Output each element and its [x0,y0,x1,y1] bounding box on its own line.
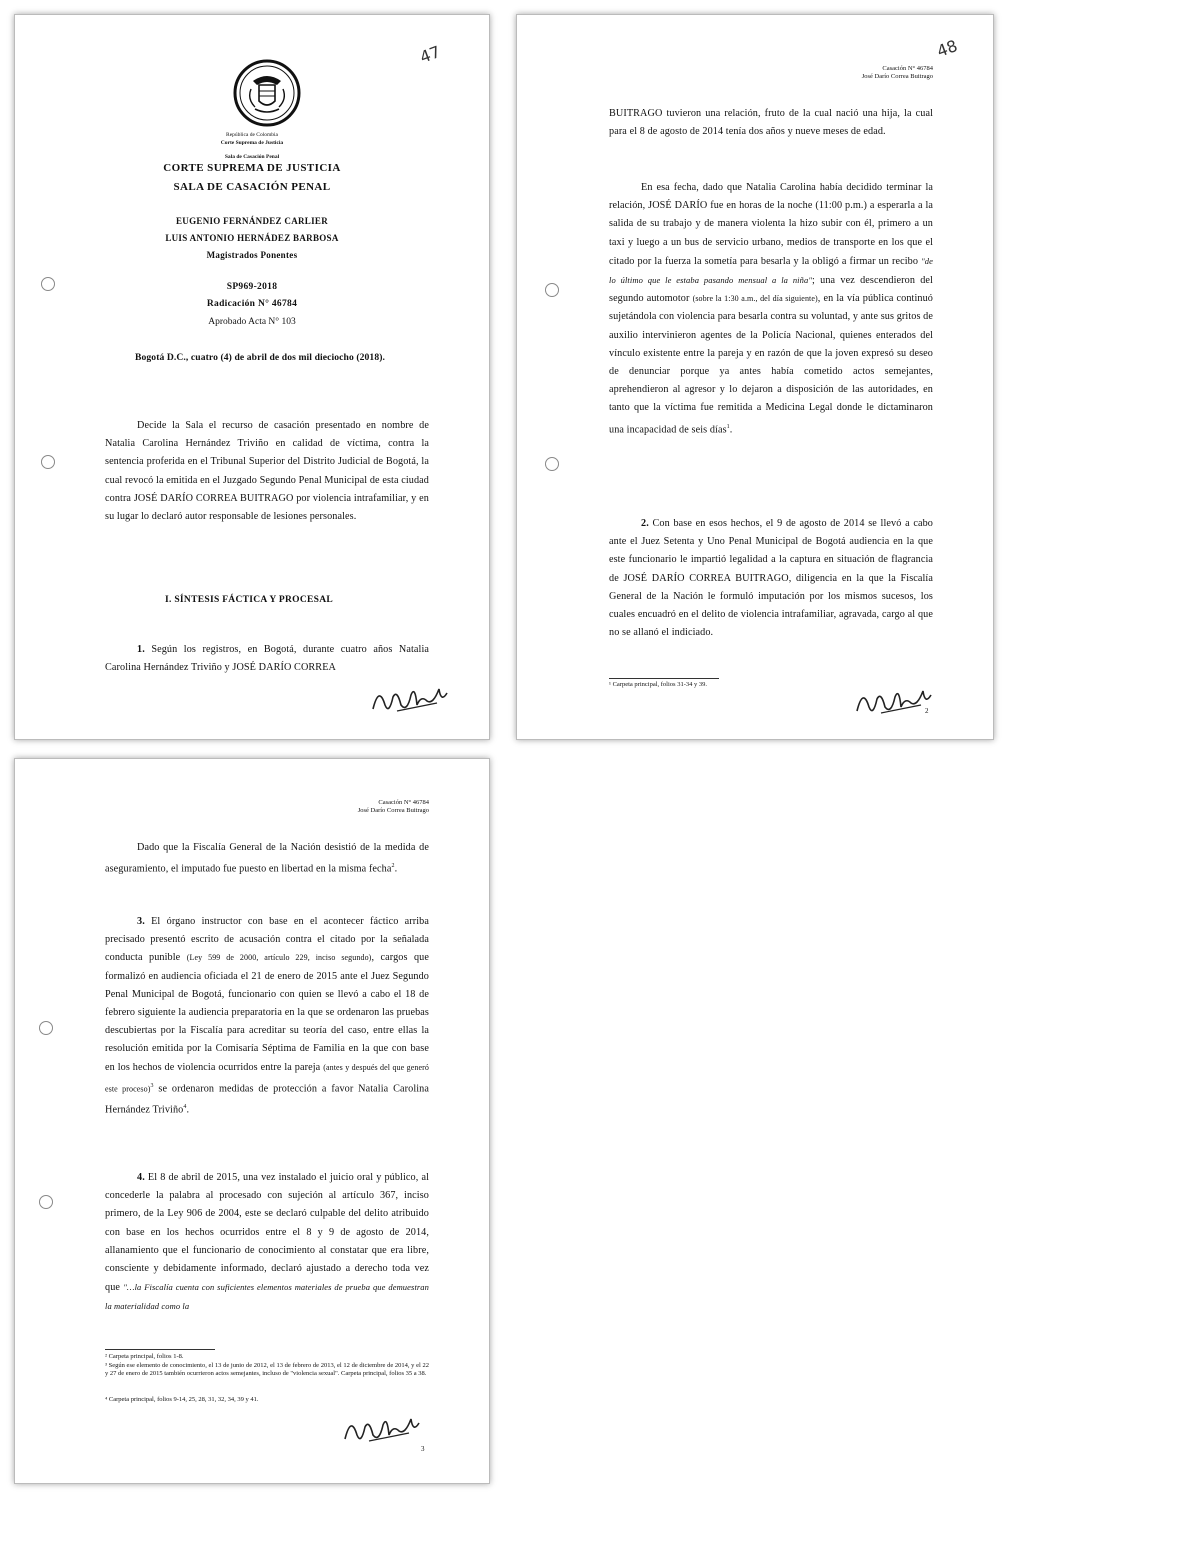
parenthetical-text: (sobre la 1:30 a.m., del día siguiente) [692,294,818,304]
paragraph-text: El órgano instructor con base en el acontecer fáctico arriba precisado presentó escrito de acusación contra el citado por la señalada conducta punible [105,916,429,964]
paragraph-text: ; una vez descendieron del segundo automotor [609,275,933,305]
radicacion-number: Radicación N° 46784 [206,299,298,309]
footnote-divider [105,1349,215,1350]
paragraph-number: 2. [641,518,649,529]
emblem-caption-court: Corte Suprema de Justicia [220,140,284,146]
court-name: CORTE SUPREMA DE JUSTICIA [163,162,341,174]
paragraph-text: En esa fecha, dado que Natalia Carolina había decidido terminar la relación, JOSÉ DARÍO fue en horas de la noche (11:00 p.m.) a esperarla a la salida de su trabajo y de manera violenta la hizo subir con él, primero a un taxi y luego a un bus de servicio urbano, medios de transporte en los que el citado por la fuerza la sometía para besarla y la obligó a firmar un recibo [609,182,933,267]
paragraph-number: 3. [137,916,145,927]
document-page-2 [516,14,994,740]
paragraph-text: , en la vía pública continuó sujetándola con violencia para besarla contra su voluntad, y ante sus gritos de auxilio intervinieron agentes de la Policía Nacional, quienes enterados del vínculo existente entre la pareja y en razón de que la joven expresó su deseo de denunciar porque ya antes había cometido actos semejantes, aprehendieron al agresor y lo dejaron a disposición de las autoridades, en tanto que la víctima fue remitida a Medicina Legal donde le dictaminaron una incapacidad de seis días [609,293,933,436]
running-header [862,65,933,81]
handwritten-folio-number: 47 [417,42,443,67]
magistrates-label: Magistrados Ponentes [206,250,298,260]
signature-image [339,1405,425,1449]
paragraph-number: 1. [137,644,145,655]
running-header-name: José Darío Correa Buitrago [357,807,429,814]
footnote-ref: 1 [726,423,730,430]
footnote-3: ³ Según ese elemento de conocimiento, el 13 de junio de 2012, el 13 de febrero de 2013, el 12 de diciembre de 2014, y el 22 y 27 de enero de 2015 también ocurrieron actos semejantes, incluso de "violencia sexual". Carpeta principal, folios 35 a 38. [105,1362,429,1377]
paragraph-text: El 8 de abril de 2015, una vez instalado el juicio oral y público, al concederle la palabra al procesado con sujeción al artículo 367, inciso primero, de la Ley 906 de 2004, este se declaró culpable del delito atribuido con base en los hechos ocurridos entre el 8 y 9 de agosto de 2014, allanamiento que el funcionario de conocimiento al constatar que era libre, consciente y debidamente informado, declaró ajustado a derecho toda vez que [105,1172,429,1294]
section-title: I. SÍNTESIS FÁCTICA Y PROCESAL [165,595,333,605]
emblem-caption-chamber: Sala de Casación Penal [224,154,280,160]
emblem-caption-republic: República de Colombia [226,132,278,138]
paragraph-2 [609,515,933,642]
paragraph-facts: En esa fecha, dado que Natalia Carolina había decidido terminar la relación, JOSÉ DARÍO fue en horas de la noche (11:00 p.m.) a esperarla a la salida de su trabajo y de manera violenta la hizo subir con él, primero a un taxi y luego a un bus de servicio urbano, medios de transporte en los que el citado por la fuerza la sometía para besarla y la obligó a firmar un recibo "de lo último que le estaba pasando mensual a la niña"; una vez descendieron del segundo automotor (sobre la 1:30 a.m., del día siguiente), en la vía pública continuó sujetándola con violencia para besarla contra su voluntad, y ante sus gritos de auxilio intervinieron agentes de la Policía Nacional, quienes enterados del vínculo existente entre la pareja y en razón de que la joven expresó su deseo de denunciar porque ya antes había cometido actos semejantes, aprehendieron al agresor y lo dejaron a disposición de las autoridades, en tanto que la víctima fue remitida a Medicina Legal donde le dictaminaron una incapacidad de seis días$^1$. [609,182,933,436]
punch-hole [39,1195,53,1209]
magistrate-name: EUGENIO FERNÁNDEZ CARLIER [175,216,329,226]
punch-hole [545,283,559,297]
paragraph-release: Dado que la Fiscalía General de la Nación desistió de la medida de aseguramiento, el imputado fue puesto en libertad en la misma fecha$^2$. [105,842,429,875]
footnote-ref: 4 [183,1104,187,1111]
paragraph-text: se ordenaron medidas de protección a favor Natalia Carolina Hernández Triviño [105,1083,429,1116]
signature-image [367,675,453,719]
intro-text: Decide la Sala el recurso de casación presentado en nombre de Natalia Carolina Hernández Triviño en calidad de víctima, contra la sentencia proferida en el Tribunal Superior del Distrito Judicial de Bogotá, la cual revocó la emitida en el Juzgado Segundo Penal Municipal de esta ciudad contra JOSÉ DARÍO CORREA BUITRAGO por violencia intrafamiliar, y en su lugar lo declaró autor responsable de lesiones personales. [105,420,429,523]
sentence-number: SP969-2018 [226,282,278,292]
parenthetical-text: (antes y después del que generó este proceso) [105,1062,429,1094]
running-header-case: Casación N° 46784 [378,799,429,806]
paragraph-text: Con base en esos hechos, el 9 de agosto de 2014 se llevó a cabo ante el Juez Setenta y Uno Penal Municipal de Bogotá audiencia en la que este funcionario le impartió legalidad a la captura en situación de flagrancia de JOSÉ DARÍO CORREA BUITRAGO, diligencia en la que la Fiscalía General de la Nación le formuló imputación por los mismos sucesos, los cuales encuadró en el delito de violencia intrafamiliar, agravada, cargo al que no se allanó el indiciado. [609,518,933,639]
footnote-1: ¹ Carpeta principal, folios 31-34 y 39. [609,681,707,688]
continued-paragraph: BUITRAGO tuvieron una relación, fruto de la cual nació una hija, la cual para el 8 de agosto de 2014 tenía dos años y nueve meses de edad. [609,108,933,138]
date-line: Bogotá D.C., cuatro (4) de abril de dos mil dieciocho (2018). [135,352,386,363]
chamber-name: SALA DE CASACIÓN PENAL [173,181,331,193]
footnote-ref: 3 [150,1082,154,1089]
parenthetical-text: (Ley 599 de 2000, artículo 229, inciso segundo) [186,953,372,963]
colombia-coat-of-arms-icon [233,59,301,127]
running-header-case: Casación N° 46784 [882,65,933,72]
quoted-text: "de lo último que le estaba pasando mensual a la niña" [609,255,933,286]
paragraph-4 [105,1169,429,1317]
footnote-2: ² Carpeta principal, folios 1-8. [105,1353,184,1360]
footnote-divider [609,678,719,679]
footnote-4: ⁴ Carpeta principal, folios 9-14, 25, 28, 31, 32, 34, 39 y 41. [105,1396,259,1403]
running-header-name: José Darío Correa Buitrago [861,73,933,80]
punch-hole [41,455,55,469]
intro-paragraph [105,417,429,526]
paragraph-3: 3. El órgano instructor con base en el acontecer fáctico arriba precisado presentó escrito de acusación contra el citado por la señalada conducta punible (Ley 599 de 2000, artículo 229, inciso segundo), cargos que formalizó en audiencia oficiada el 21 de enero de 2015 ante el Juez Segundo Penal Municipal de Bogotá, funcionario con quien se llevó a cabo el 18 de febrero siguiente la audiencia preparatoria en la que se ordenaron las pruebas descubiertas por la Fiscalía para acreditar su teoría del caso, entre ellas la resolución emitida por la Comisaría Séptima de Familia en la que con base en los hechos de violencia ocurridos entre la pareja (antes y después del que generó este proceso)$^3$ se ordenaron medidas de protección a favor Natalia Carolina Hernández Triviño$^4$. [105,916,429,1116]
paragraph-text: Dado que la Fiscalía General de la Nación desistió de la medida de aseguramiento, el imputado fue puesto en libertad en la misma fecha [105,842,429,875]
document-page-1 [14,14,490,740]
paragraph-1 [105,641,429,677]
punch-hole [545,457,559,471]
footnote-ref: 2 [391,863,395,870]
handwritten-folio-number: 48 [934,36,960,61]
page-number: 3 [421,1445,425,1453]
running-header [358,799,429,815]
paragraph-text: , cargos que formalizó en audiencia oficiada el 21 de enero de 2015 ante el Juez Segundo Penal Municipal de Bogotá, funcionario con quien se llevó a cabo el 18 de febrero siguiente la audiencia preparatoria en la que se ordenaron las pruebas descubiertas por la Fiscalía para acreditar su teoría del caso, entre ellas la resolución emitida por la Comisaría Séptima de Familia en la que con base en los hechos de violencia ocurridos entre la pareja [105,952,429,1073]
punch-hole [39,1021,53,1035]
paragraph-number: 4. [137,1172,145,1183]
document-page-3 [14,758,490,1484]
paragraph-text: Según los registros, en Bogotá, durante cuatro años Natalia Carolina Hernández Triviño y JOSÉ DARÍO CORREA [105,644,429,674]
page-number: 2 [925,707,929,715]
quoted-text: "…la Fiscalía cuenta con suficientes elementos materiales de prueba que demuestran la materialidad como la [105,1282,430,1312]
acta-number: Aprobado Acta N° 103 [208,317,296,327]
magistrate-name: LUIS ANTONIO HERNÁDEZ BARBOSA [165,233,339,243]
